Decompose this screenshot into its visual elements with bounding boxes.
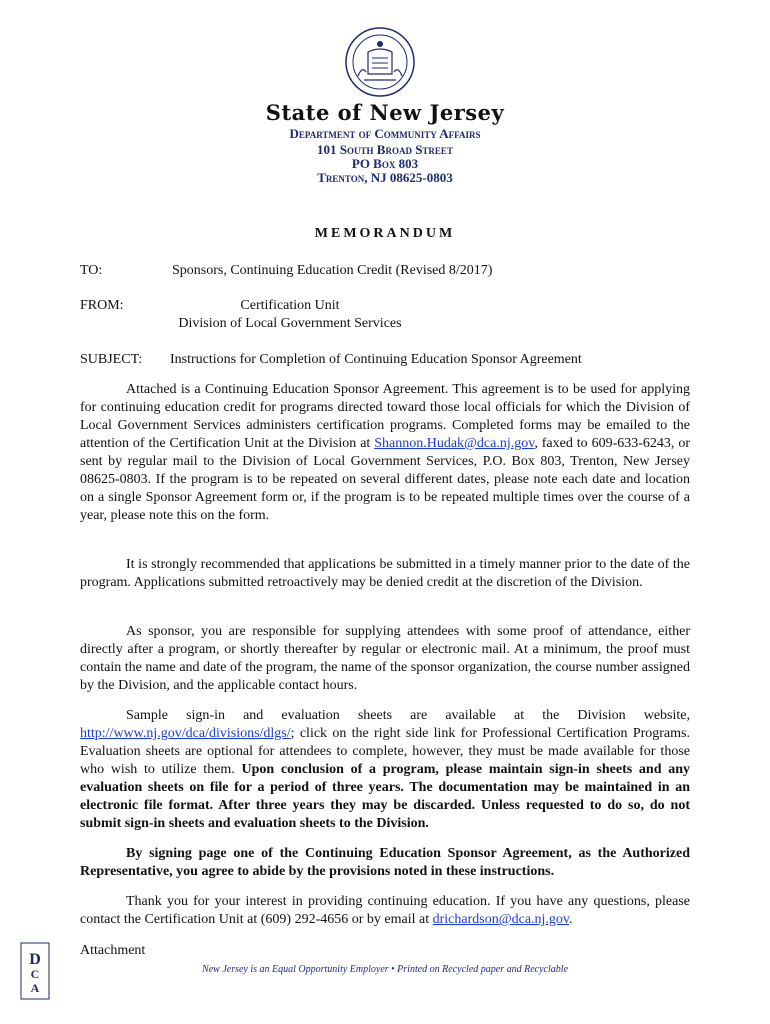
division-website-link[interactable]: http://www.nj.gov/dca/divisions/dlgs/ — [80, 726, 291, 741]
paragraph-5: By signing page one of the Continuing Education Sponsor Agreement, as the Authorized Representative, you agree to abide by the provisions noted in these instructions. — [80, 846, 690, 879]
svg-text:C: C — [30, 967, 40, 981]
svg-text:A: A — [30, 981, 40, 995]
department-street: 101 South Broad Street — [317, 142, 453, 157]
retention-notice: Upon conclusion of a program, please maintain sign-in sheets and any evaluation sheets on file for a period of three years. The documentation may be maintained in an electronic file format. After three years they may be discarded. Unless requested to do so, do not submit sign-in sheets and evaluation sheets to the Division. — [80, 762, 690, 831]
department-name: Department of Community Affairs — [289, 126, 481, 141]
paragraph-3: As sponsor, you are responsible for supplying attendees with some proof of attendance, either directly after a program, or shortly thereafter by regular or electronic mail. At a minimum, the proof must contain the name and date of the program, the name of the sponsor organization, the course number assigned by the Division, and the applicable contact hours. — [80, 624, 690, 693]
to-label: TO: — [80, 263, 103, 278]
from-line1: Certification Unit — [240, 298, 340, 313]
email-link-shannon[interactable]: Shannon.Hudak@dca.nj.gov — [374, 436, 535, 451]
attachment-label: Attachment — [80, 943, 146, 958]
state-title: State of New Jersey — [265, 100, 505, 125]
paragraph-6: Thank you for your interest in providing continuing education. If you have any questions, please contact the Certification Unit at (609) 292-4656 or by email at drichardson@dca.nj.gov. — [80, 894, 690, 927]
email-link-drichardson[interactable]: drichardson@dca.nj.gov — [432, 912, 570, 927]
paragraph-2: It is strongly recommended that applications be submitted in a timely manner prior to the date of the program. Applications submitted retroactively may be denied credit at the discretion of the Division. — [80, 557, 690, 590]
memo-title: MEMORANDUM — [314, 226, 456, 241]
paragraph-1: Attached is a Continuing Education Sponsor Agreement. This agreement is to be used for applying for continuing education credit for programs directed toward those local officials for which the Division of Local Government Services administers certification programs. Completed forms may be emailed to the attention of the Certification Unit at the Division at Shannon.Hudak@dca.nj.gov, faxed to 609-633-6243, or sent by regular mail to the Division of Local Government Services, P.O. Box 803, Trenton, New Jersey 08625-0803. If the program is to be repeated on several different dates, please note each date and location on a single Sponsor Agreement form or, if the program is to be repeated multiple times over the course of a year, please note this on the form. — [80, 382, 690, 523]
subject-label: SUBJECT: — [80, 352, 143, 367]
svg-text:D: D — [29, 951, 41, 968]
state-seal-icon — [344, 26, 416, 98]
department-po-box: PO Box 803 — [351, 156, 419, 171]
from-line2: Division of Local Government Services — [178, 316, 402, 331]
footer-text: New Jersey is an Equal Opportunity Employer • Printed on Recycled paper and Recyclable — [202, 964, 568, 975]
subject-value: Instructions for Completion of Continuing Education Sponsor Agreement — [170, 352, 582, 367]
from-label: FROM: — [80, 298, 124, 313]
to-value: Sponsors, Continuing Education Credit (Revised 8/2017) — [172, 263, 493, 278]
paragraph-4: Sample sign-in and evaluation sheets are available at the Division website, http://www.nj.gov/dca/divisions/dlgs/; click on the right side link for Professional Certification Programs. Evaluation sheets are optional for attendees to complete, however, they must be made available for those who wish to utilize them. Upon conclusion of a program, please maintain sign-in sheets and any evaluation sheets on file for a period of three years. The documentation may be maintained in an electronic file format. After three years they may be discarded. Unless requested to do so, do not submit sign-in sheets and evaluation sheets to the Division. — [80, 708, 690, 831]
department-city: Trenton, NJ 08625-0803 — [317, 170, 453, 185]
